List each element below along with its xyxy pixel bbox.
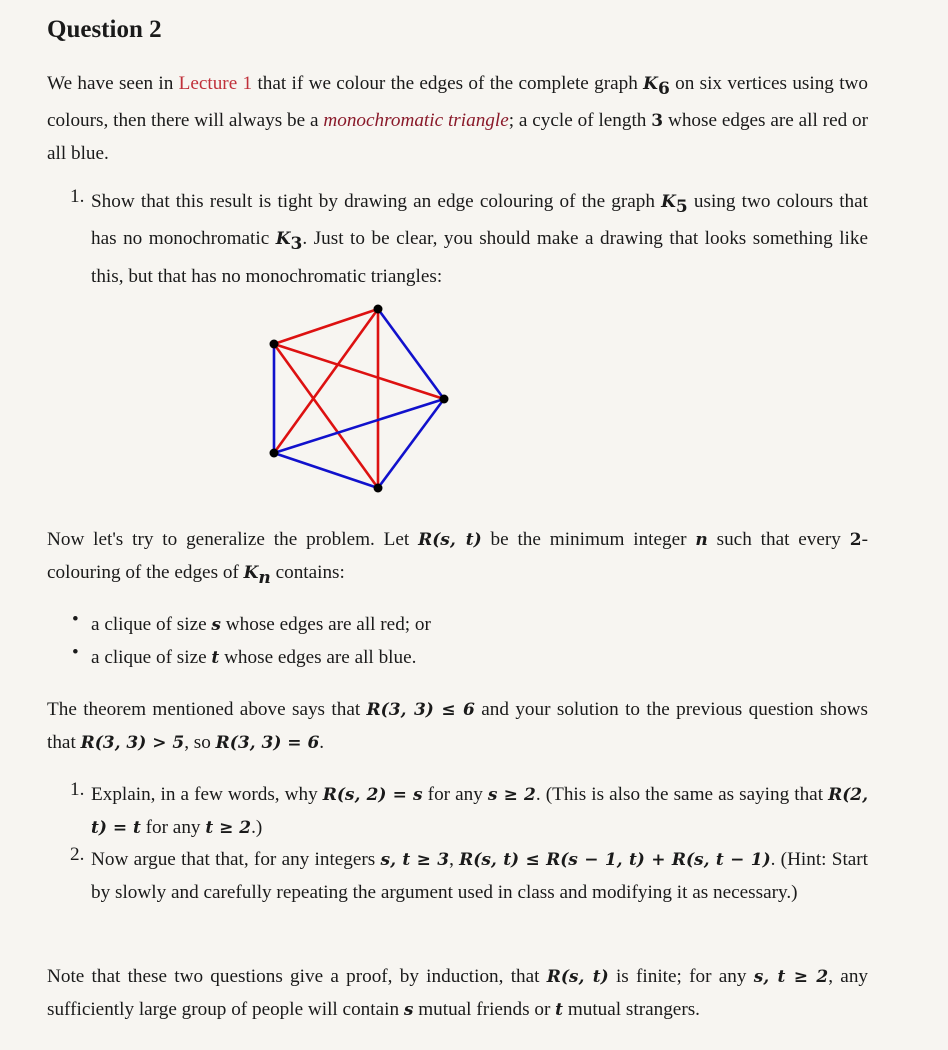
question-list-1 — [70, 186, 868, 293]
graph-edge-blue — [274, 399, 444, 453]
monochromatic-triangle-term: monochromatic triangle — [323, 110, 509, 132]
graph-vertex — [270, 340, 279, 349]
generalize-paragraph: Now let's try to generalize the problem. Let R(s, t) be the minimum integer n such that every 2-colouring of the edges of $K_n$ contains: — [47, 529, 868, 588]
graph-vertex — [374, 484, 383, 493]
list-item: 1. Show that this result is tight by drawing an edge colouring of the graph $K_5$ using two colours that has no monochromatic $K_3$. Just to be clear, you should make a drawing that looks something like this, but that has no monochromatic triangles: — [70, 186, 869, 287]
list-item: • a clique of size s whose edges are all red; or — [72, 609, 431, 635]
note-paragraph: Note that these two questions give a proof, by induction, that R(s, t) is finite; for any s, t ≥ 2, any sufficiently large group of people will contain s mutual friends or t mutual strangers. — [47, 966, 869, 1020]
graph-vertex — [374, 305, 383, 314]
graph-edge-red — [274, 344, 378, 488]
intro-paragraph: We have seen in Lecture 1 that if we colour the edges of the complete graph $K_6$ on six vertices using two colours, then there will always be a monochromatic triangle; a cycle of length 3 whose edges are all red or all blue. — [47, 73, 869, 164]
theorem-paragraph: The theorem mentioned above says that R(3, 3) ≤ 6 and your solution to the previous question shows that R(3, 3) > 5, so R(3, 3) = 6. — [47, 699, 868, 753]
graph-edge-blue — [378, 309, 444, 399]
graph-edge-red — [274, 309, 378, 453]
question-heading: Question 2 — [47, 16, 162, 43]
question-list-2 — [70, 779, 868, 909]
lecture-1-link[interactable]: Lecture 1 — [178, 73, 253, 94]
graph-edge-blue — [378, 399, 444, 488]
k5-edge-colouring-figure — [262, 300, 462, 500]
graph-edge-blue — [274, 453, 378, 488]
graph-vertex — [270, 449, 279, 458]
list-item: • a clique of size t whose edges are all blue. — [72, 641, 417, 668]
graph-vertex — [440, 395, 449, 404]
graph-edge-red — [274, 344, 444, 399]
list-item: 2. Now argue that that, for any integers s, t ≥ 3, R(s, t) ≤ R(s − 1, t) + R(s, t − 1). (Hint: Start by slowly and carefully repeating the argument used in class and modifying it as necessary.) — [70, 844, 869, 903]
list-item: 1. Explain, in a few words, why R(s, 2) = s for any s ≥ 2. (This is also the same as saying that R(2, t) = t for any t ≥ 2.) — [70, 779, 868, 838]
graph-edge-red — [274, 309, 378, 344]
clique-bullet-list — [70, 609, 868, 674]
